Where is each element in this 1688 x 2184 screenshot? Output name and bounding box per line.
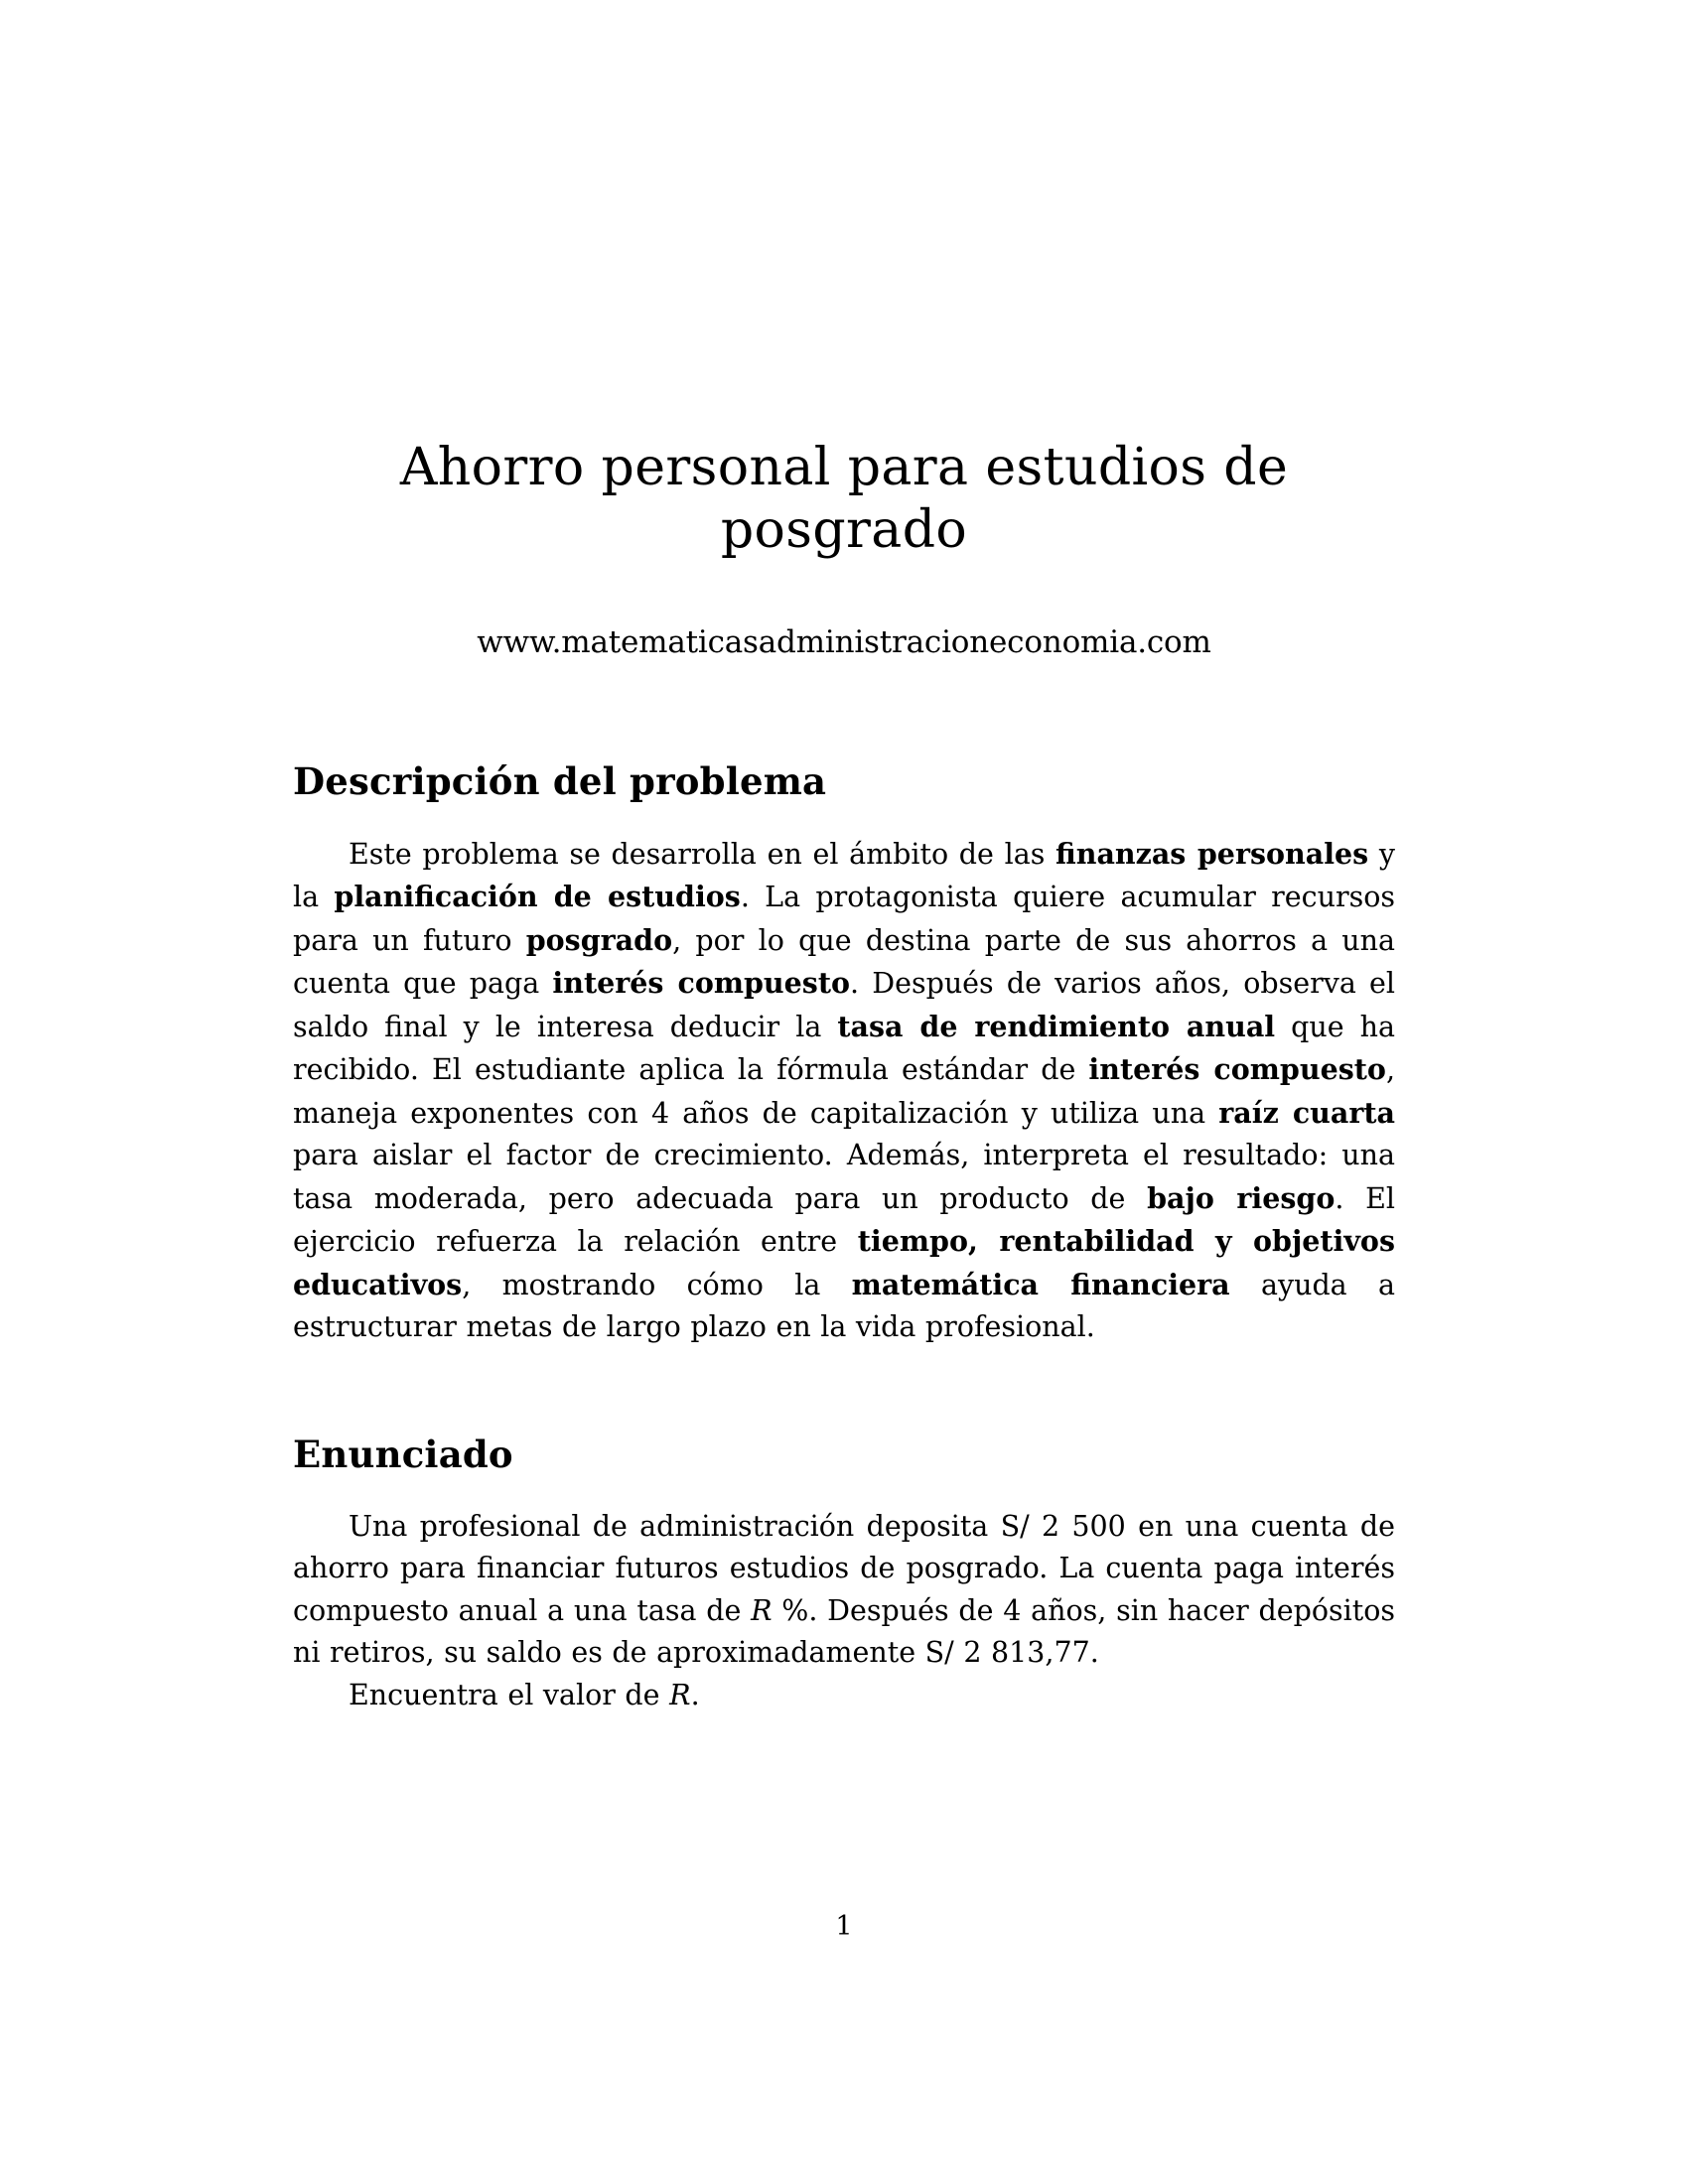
text-run: para aislar el factor de crecimiento. Además, interpreta el resultado: una tasa moderada, pero adecuada para un producto de bbox=[293, 1139, 1395, 1215]
text-run: Una profesional de administración deposita S/ 2 500 en una cuenta de ahorro para financiar futuros estudios de posgrado. La cuenta paga interés compuesto anual a una tasa de bbox=[293, 1509, 1395, 1627]
page-number: 1 bbox=[835, 1911, 853, 1942]
emphasis-interes-compuesto-1: interés compuesto bbox=[552, 966, 851, 1001]
emphasis-raiz-cuarta: raíz cuarta bbox=[1218, 1095, 1396, 1130]
math-variable-R: R bbox=[751, 1593, 773, 1627]
paragraph-enunciado bbox=[293, 1476, 1395, 1717]
text-run: . El ejercicio refuerza la relación entre bbox=[293, 1181, 1395, 1259]
text-run: y la bbox=[293, 837, 1395, 914]
text-run: Este problema se desarrolla en el ámbito de las bbox=[349, 837, 1056, 871]
page-content bbox=[293, 0, 1395, 1716]
text-run: , maneja exponentes con 4 años de capitalización y utiliza una bbox=[293, 1053, 1395, 1130]
text-run: . Después de varios años, observa el saldo final y le interesa deducir la bbox=[293, 967, 1395, 1043]
text-run: , mostrando cómo la bbox=[462, 1268, 852, 1301]
section-heading-descripcion: Descripción del problema bbox=[293, 758, 827, 803]
emphasis-matematica-financiera: matemática financiera bbox=[851, 1267, 1230, 1301]
emphasis-tiempo-rentabilidad-objetivos: tiempo, rentabilidad y objetivos educativos bbox=[293, 1224, 1395, 1301]
emphasis-interes-compuesto-2: interés compuesto bbox=[1088, 1052, 1386, 1087]
emphasis-finanzas-personales: finanzas personales bbox=[1055, 836, 1369, 871]
text-run: ayuda a estructurar metas de largo plazo en la vida profesional. bbox=[293, 1268, 1396, 1344]
statement-question-line bbox=[293, 1675, 1395, 1717]
emphasis-bajo-riesgo: bajo riesgo bbox=[1147, 1180, 1336, 1215]
emphasis-tasa-rendimiento-anual: tasa de rendimiento anual bbox=[837, 1009, 1276, 1043]
text-run: . La protagonista quiere acumular recursos para un futuro bbox=[293, 881, 1395, 957]
emphasis-planificacion-estudios: planificación de estudios bbox=[334, 880, 741, 914]
text-run: que ha recibido. El estudiante aplica la fórmula estándar de bbox=[293, 1010, 1396, 1087]
text-run: %. Después de 4 años, sin hacer depósitos ni retiros, su saldo es de aproximadamente S/ 2 813,77. bbox=[293, 1593, 1395, 1670]
page-title: Ahorro personal para estudios de posgrado bbox=[399, 438, 1289, 561]
emphasis-posgrado: posgrado bbox=[525, 922, 673, 957]
text-run: Encuentra el valor de bbox=[349, 1678, 670, 1711]
text-run: . bbox=[690, 1678, 700, 1711]
section-heading-enunciado: Enunciado bbox=[293, 1432, 513, 1476]
document-subtitle-url: www.matematicasadministracioneconomia.com bbox=[477, 623, 1211, 660]
paragraph-descripcion bbox=[293, 803, 1395, 1349]
math-variable-R-2: R bbox=[669, 1678, 691, 1711]
text-run: , por lo que destina parte de sus ahorros a una cuenta que paga bbox=[293, 923, 1395, 1001]
